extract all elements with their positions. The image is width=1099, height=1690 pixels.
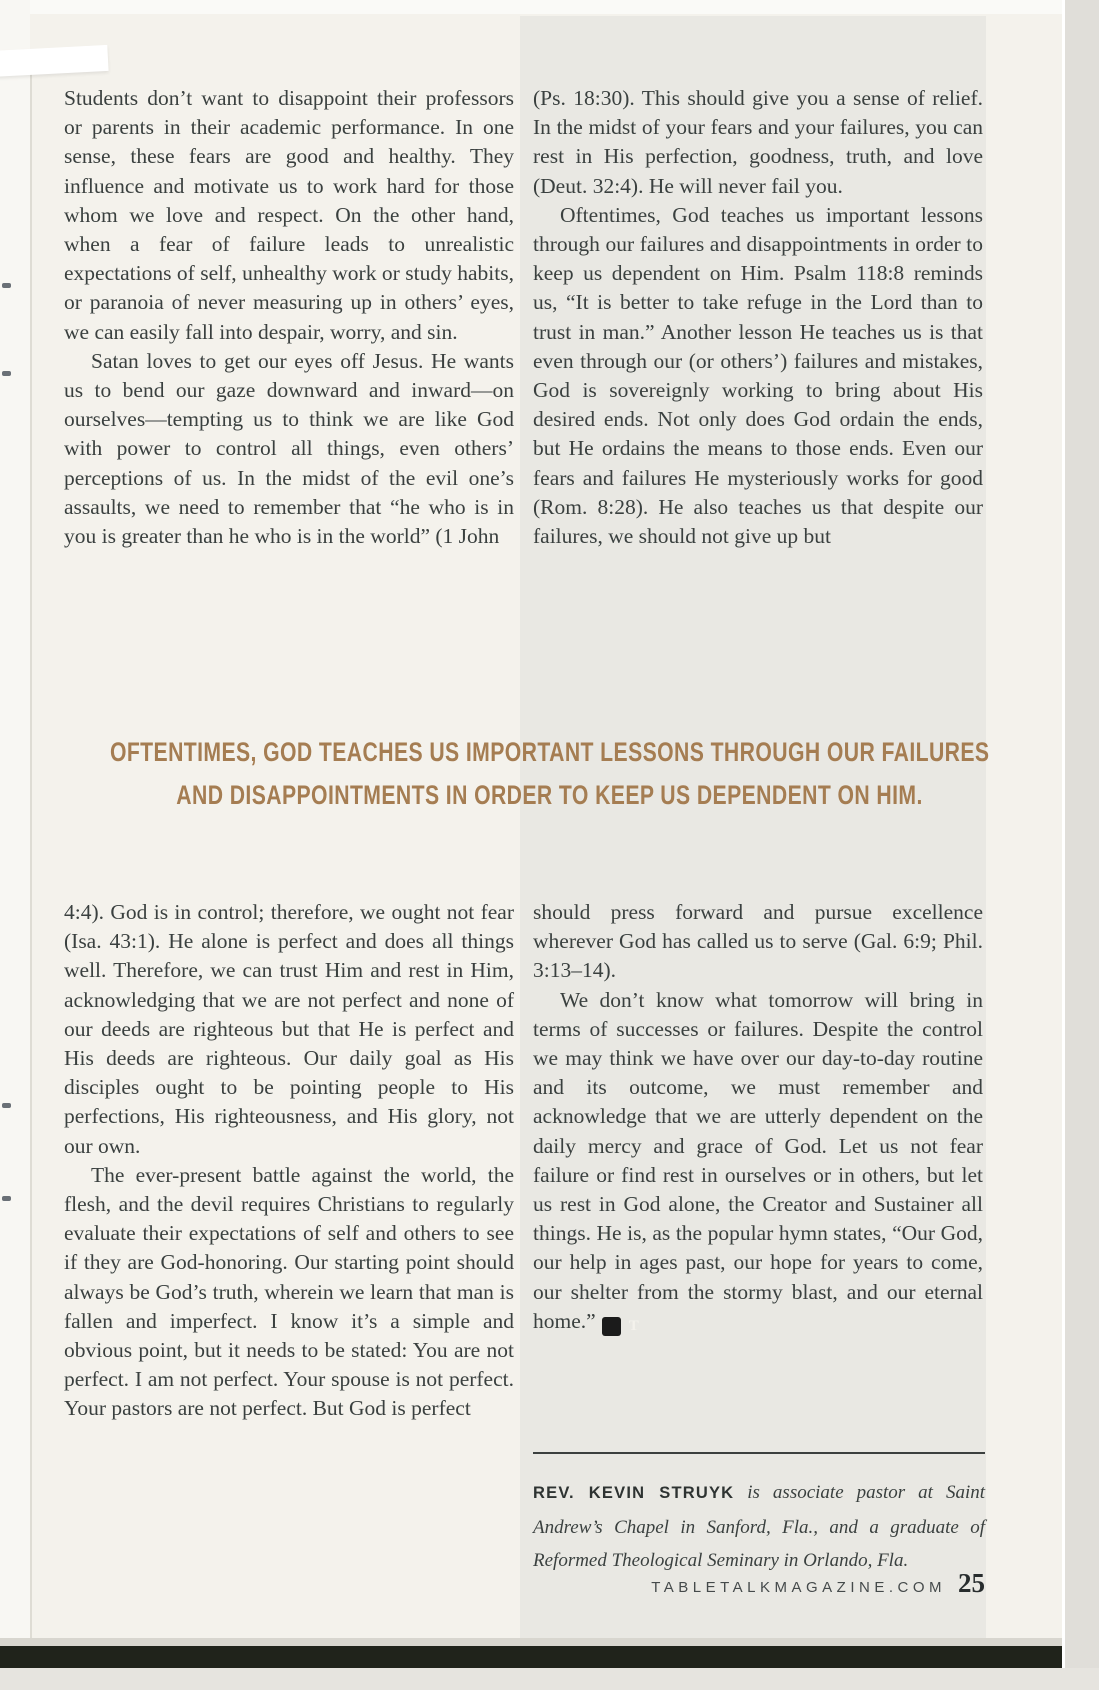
page-curl-artifact: [0, 45, 109, 77]
author-bio-divider: [533, 1452, 985, 1454]
scan-bottom-shadow: [0, 1638, 1099, 1646]
paragraph: [533, 986, 983, 1336]
page-footer: [533, 1568, 985, 1599]
paragraph: Students don’t want to disappoint their professors or parents in their academic performance. In one sense, these fears are good and healthy. They influence and motivate us to work hard for those whom we love and respect. On the other hand, when a fear of failure leads to unrealistic expectations of self, unhealthy work or study habits, or paranoia of never measuring up in others’ eyes, we can easily fall into despair, worry, and sin.: [64, 86, 514, 344]
pull-quote-line-2: AND DISAPPOINTMENTS IN ORDER TO KEEP US DEPENDENT ON HIM.: [176, 780, 923, 810]
binding-crease-line: [30, 70, 32, 1660]
staple-mark: [2, 371, 11, 376]
article-column-bottom-left: [64, 898, 514, 1424]
paragraph: 4:4). God is in control; therefore, we ought not fear (Isa. 43:1). He alone is perfect and does all things well. Therefore, we can trust Him and rest in Him, acknowledging that we are not perfect and none of our deeds are righteous but that He is perfect and His deeds are righteous. Our daily goal as His disciples ought to be pointing people to His perfections, His righteousness, and His glory, not our own.: [64, 900, 514, 1158]
paragraph-text: We don’t know what tomorrow will bring in terms of successes or failures. Despite the control we may think we have over our day-to-day routine and its outcome, we must remember and acknowledge that we are utterly dependent on the daily mercy and grace of God. Let us not fear failure or find rest in ourselves or in others, but let us rest in God alone, the Creator and Sustainer all things. He is, as the popular hymn states, “Our God, our help in ages past, our hope for years to come, our shelter from the stormy blast, and our eternal home.”: [533, 987, 983, 1333]
scan-right-edge: [1062, 0, 1099, 1668]
scan-bottom-edge: [0, 1646, 1099, 1668]
staple-mark: [2, 283, 11, 288]
end-of-article-icon: T: [602, 1317, 621, 1336]
magazine-url: TABLETALKMAGAZINE.COM: [651, 1579, 946, 1596]
staple-mark: [2, 1196, 11, 1201]
article-column-top-left: [64, 84, 514, 551]
binding-gutter: [0, 0, 30, 1668]
paragraph: should press forward and pursue excellence wherever God has called us to serve (Gal. 6:9; Phil. 3:13–14).: [533, 900, 983, 983]
author-bio-text-inner: is associate pastor at Saint Andrew’s Chapel in Sanford, Fla., and a graduate of Reformed Theological Seminary in Orlando, Fla.: [533, 1482, 985, 1571]
paragraph: The ever-present battle against the world, the flesh, and the devil requires Christians to regularly evaluate their expectations of self and others to see if they are God-honoring. Our starting point should always be God’s truth, wherein we learn that man is fallen and imperfect. I know it’s a simple and obvious point, but it needs to be stated: You are not perfect. I am not perfect. Your spouse is not perfect. Your pastors are not perfect. But God is perfect: [64, 1162, 514, 1421]
page-number: 25: [958, 1568, 985, 1598]
article-column-top-right: [533, 84, 983, 551]
author-name: REV. KEVIN STRUYK: [533, 1484, 735, 1502]
paragraph: Oftentimes, God teaches us important lessons through our failures and disappointments in order to keep us dependent on Him. Psalm 118:8 reminds us, “It is better to take refuge in the Lord than to trust in man.” Another lesson He teaches us is that even through our (or others’) failures and mistakes, God is sovereignly working to bring about His desired ends. Not only does God ordain the ends, but He ordains the means to those ends. Even our fears and failures He mysteriously works for good (Rom. 8:28). He also teaches us that despite our failures, we should not give up but: [533, 202, 983, 549]
paragraph: Satan loves to get our eyes off Jesus. He wants us to bend our gaze downward and inward—on ourselves—tempting us to think we are like God with power to control all things, even others’ perceptions of us. In the midst of the evil one’s assaults, we need to remember that “he who is in you is greater than he who is in the world” (1 John: [64, 348, 514, 549]
article-column-bottom-right: [533, 898, 983, 1336]
staple-mark: [2, 1103, 11, 1108]
paragraph: (Ps. 18:30). This should give you a sense of relief. In the midst of your fears and your failures, you can rest in His perfection, goodness, truth, and love (Deut. 32:4). He will never fail you.: [533, 86, 983, 198]
pull-quote-line-1: OFTENTIMES, GOD TEACHES US IMPORTANT LESSONS THROUGH OUR FAILURES: [109, 737, 990, 767]
author-bio: [533, 1476, 985, 1578]
pull-quote: [0, 731, 1099, 817]
scan-top-edge: [0, 0, 1099, 14]
